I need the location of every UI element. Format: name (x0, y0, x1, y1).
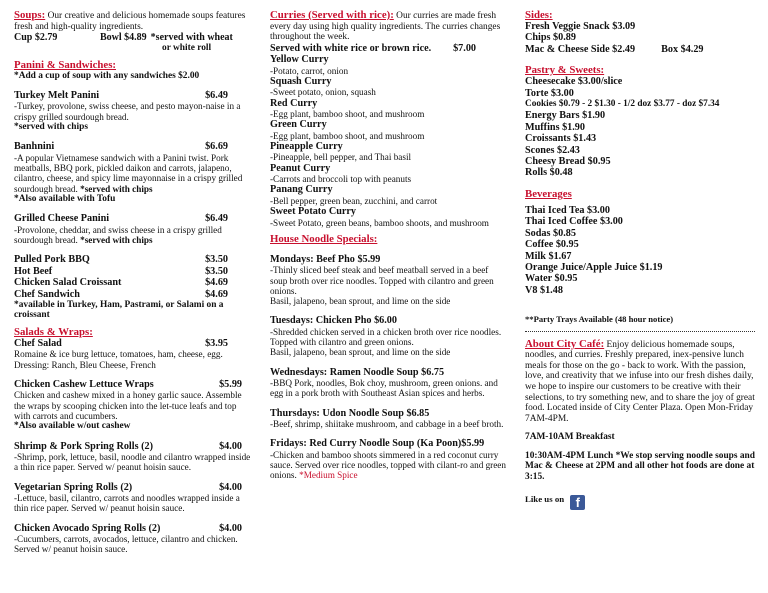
column-left (14, 0, 254, 555)
menu-item: Grilled Cheese Panini $6.49 (14, 213, 228, 225)
column-right (525, 0, 755, 510)
beverage-item: Orange Juice/Apple Juice $1.19 (525, 261, 663, 273)
noodle-item: Fridays: Red Curry Noodle Soup (Ka Poon)$5.99 (270, 438, 485, 450)
menu-item: Chicken Salad Croissant $4.69 (14, 277, 228, 289)
salads-heading: Salads & Wraps: (14, 325, 93, 338)
menu-item: Hot Beef $3.50 (14, 265, 228, 277)
pastry-item: Cookies $0.79 - 2 $1.30 - 1/2 doz $3.77 - doz $7.34 (525, 99, 720, 110)
beverages-heading: Beverages (525, 187, 572, 200)
item-description: -Cucumbers, carrots, avocados, lettuce, cilantro and chicken. Served w/ peanut hoisin sauce. (14, 533, 238, 555)
soup-cup-price: Cup $2.79 (14, 32, 58, 44)
curry-description: -Pineapple, bell pepper, and Thai basil (270, 152, 412, 163)
curries-heading: Curries (Served with rice): (270, 9, 394, 21)
party-trays-note: **Party Trays Available (48 hour notice) (525, 314, 674, 325)
curry-served-price: Served with white rice or brown rice. $7.00 (270, 42, 476, 54)
curry-item: Green Curry (270, 119, 327, 131)
curry-description: -Bell pepper, green bean, zucchini, and carrot (270, 195, 438, 206)
pastry-item: Muffins $1.90 (525, 121, 585, 133)
curry-item: Pineapple Curry (270, 141, 343, 152)
divider (525, 331, 755, 332)
item-description: -Turkey, provolone, swiss cheese, and pesto mayon-naise in a crispy grilled sourdough bread. (14, 101, 241, 122)
soup-roll-note-2: or white roll (162, 43, 212, 54)
curry-description: -Sweet potato, onion, squash (270, 87, 376, 98)
sides-heading: Sides: (525, 9, 553, 21)
menu-item: Chef Salad $3.95 (14, 337, 228, 349)
soup-bowl-price: Bowl $4.89 (100, 32, 147, 44)
item-note: *Also available with Tofu (14, 194, 116, 204)
noodle-description: -Beef, shrimp, shiitake mushroom, and cabbage in a beef broth. (270, 419, 504, 430)
item-description: -Shrimp, pork, lettuce, basil, noodle and cilantro wrapped inside a thin rice paper. Served w/ peanut hoisin sauce. (14, 451, 251, 473)
about-heading: About City Café: (525, 337, 605, 350)
item-description: -A popular Vietnamese sandwich with a Panini twist. Pork meatballs, BBQ pork, pickled daikon and carrots, jalapeno, cilantro, cheese, and spicy lime mayonnaise in a crispy grilled sourdough bread. *served with chips (14, 152, 243, 194)
soup-prices (14, 32, 254, 43)
column-middle (270, 0, 506, 481)
about-text: Enjoy delicious homemade soups, noodles, and curries. Freshly prepared, inex-pensive lunch meals for those on the go - back to work. With the passion, love, and creativity that we infuse into our fresh dishes daily, we hope to inspire our customers to be creative with their selections, to try something new, and to share the joy of great food. Located inside of City Center Plaza. Open Mon-Friday 7AM-4PM. (525, 339, 755, 424)
side-item: Fresh Veggie Snack $3.09 (525, 21, 636, 32)
beverage-item: Sodas $0.85 (525, 227, 576, 239)
item-description: -Lettuce, basil, cilantro, carrots and noodles wrapped inside a thin rice paper. Served w/ peanut hoisin sauce. (14, 492, 240, 514)
menu-item: Turkey Melt Panini $6.49 (14, 90, 228, 101)
curry-description: -Egg plant, bamboo shoot, and mushroom (270, 109, 425, 119)
item-description: Chicken and cashew mixed in a honey garlic sauce. Assemble the wraps by scooping chicken into the let-tuce leafs and top with carrots and cucumbers. (14, 390, 242, 421)
noodle-side-note: Basil, jalapeno, bean sprout, and lime on the side (270, 347, 451, 358)
curry-item: Squash Curry (270, 75, 332, 87)
panini-add-soup: *Add a cup of soup with any sandwiches $2.00 (14, 70, 200, 81)
noodle-description: -BBQ Pork, noodles, Bok choy, mushroom, green onions. and egg in a pork broth with Southeast Asian spices and herbs. (270, 378, 498, 399)
lunch-hours: 10:30AM-4PM Lunch *We stop serving noodle soups and Mac & Cheese at 2PM and all other hot foods are done at 3:15. (525, 450, 755, 482)
pastry-item: Rolls $0.48 (525, 167, 573, 179)
like-us-label: Like us on (525, 493, 565, 504)
spice-note: *Medium Spice (299, 470, 358, 481)
pastry-item: Croissants $1.43 (525, 133, 597, 145)
menu-item: Vegetarian Spring Rolls (2) $4.00 (14, 481, 242, 493)
beverage-item: V8 $1.48 (525, 284, 563, 296)
menu-item: Chicken Avocado Spring Rolls (2) $4.00 (14, 522, 242, 534)
item-description: -Provolone, cheddar, and swiss cheese in a crispy grilled sourdough bread. *served with chips (14, 224, 222, 246)
noodle-description: -Chicken and bamboo shoots simmered in a red coconut curry sauce. Served over rice noodles, topped with cilant-ro and green onions. *Medium Spice (270, 449, 506, 481)
soups-intro (14, 9, 254, 32)
noodle-description: -Shredded chicken served in a chicken broth over rice noodles. Topped with cilantro and green onions. (270, 326, 502, 348)
beverage-item: Water $0.95 (525, 273, 578, 285)
curry-description: -Sweet Potato, green beans, bamboo shoots, and mushroom (270, 217, 489, 228)
curry-description: -Potato, carrot, onion (270, 65, 349, 76)
side-item: Mac & Cheese Side $2.49 Box $4.29 (525, 43, 704, 55)
beverage-item: Thai Iced Tea $3.00 (525, 204, 610, 216)
panini-heading: Panini & Sandwiches: (14, 58, 116, 71)
item-description: Romaine & ice burg lettuce, tomatoes, ham, cheese, egg. Dressing: Ranch, Bleu Cheese, French (14, 349, 223, 370)
menu-item: Chicken Cashew Lettuce Wraps $5.99 (14, 378, 242, 390)
social-row (525, 494, 755, 510)
soup-roll-note: *served with wheat (150, 32, 233, 44)
beverage-item: Coffee $0.95 (525, 239, 579, 251)
curry-item: Panang Curry (270, 184, 333, 196)
pastry-item: Cheesy Bread $0.95 (525, 156, 611, 168)
noodle-item: Mondays: Beef Pho $5.99 (270, 253, 381, 265)
noodle-item: Thursdays: Udon Noodle Soup $6.85 (270, 407, 430, 419)
curries-intro (270, 9, 506, 43)
pastry-item: Cheesecake $3.00/slice (525, 76, 623, 88)
noodle-side-note: Basil, jalapeno, bean sprout, and lime on the side (270, 296, 451, 307)
menu-item: Pulled Pork BBQ $3.50 (14, 254, 228, 266)
curry-item: Peanut Curry (270, 162, 331, 174)
curry-item: Red Curry (270, 97, 318, 109)
pastry-item: Energy Bars $1.90 (525, 110, 606, 122)
item-note: *served with chips (14, 122, 88, 132)
curry-item: Sweet Potato Curry (270, 206, 357, 218)
noodles-heading: House Noodle Specials: (270, 232, 378, 245)
curry-description: -Carrots and broccoli top with peanuts (270, 174, 412, 185)
item-note: *Also available w/out cashew (14, 421, 131, 432)
soups-description: Our creative and delicious homemade soups features fresh and high-quality ingredients. (14, 11, 246, 32)
beverage-item: Milk $1.67 (525, 250, 572, 262)
curries-description: Our curries are made fresh every day using high quality ingredients. The curries changes throughout the week. (270, 11, 501, 43)
side-item: Chips $0.89 (525, 32, 576, 44)
pastry-item: Torte $3.00 (525, 87, 574, 99)
menu-item: Shrimp & Pork Spring Rolls (2) $4.00 (14, 440, 242, 452)
sandwich-note: *available in Turkey, Ham, Pastrami, or Salami on a croissant (14, 300, 224, 321)
about-section (525, 338, 755, 425)
noodle-item: Wednesdays: Ramen Noodle Soup $6.75 (270, 366, 445, 378)
curry-description: -Egg plant, bamboo shoot, and mushroom (270, 130, 425, 141)
pastry-heading: Pastry & Sweets: (525, 64, 605, 77)
beverage-item: Thai Iced Coffee $3.00 (525, 216, 623, 228)
pastry-item: Scones $2.43 (525, 144, 580, 156)
menu-item: Chef Sandwich $4.69 (14, 288, 228, 300)
breakfast-hours: 7AM-10AM Breakfast (525, 432, 615, 443)
menu-item: Banhnini $6.69 (14, 141, 228, 153)
noodle-description: -Thinly sliced beef steak and beef meatball served in a beef soup broth over rice noodles. Topped with cilantro and green onions. (270, 265, 494, 296)
facebook-icon[interactable]: f (570, 495, 585, 510)
curry-item: Yellow Curry (270, 54, 329, 66)
soups-heading: Soups: (14, 9, 46, 21)
noodle-item: Tuesdays: Chicken Pho $6.00 (270, 315, 397, 327)
